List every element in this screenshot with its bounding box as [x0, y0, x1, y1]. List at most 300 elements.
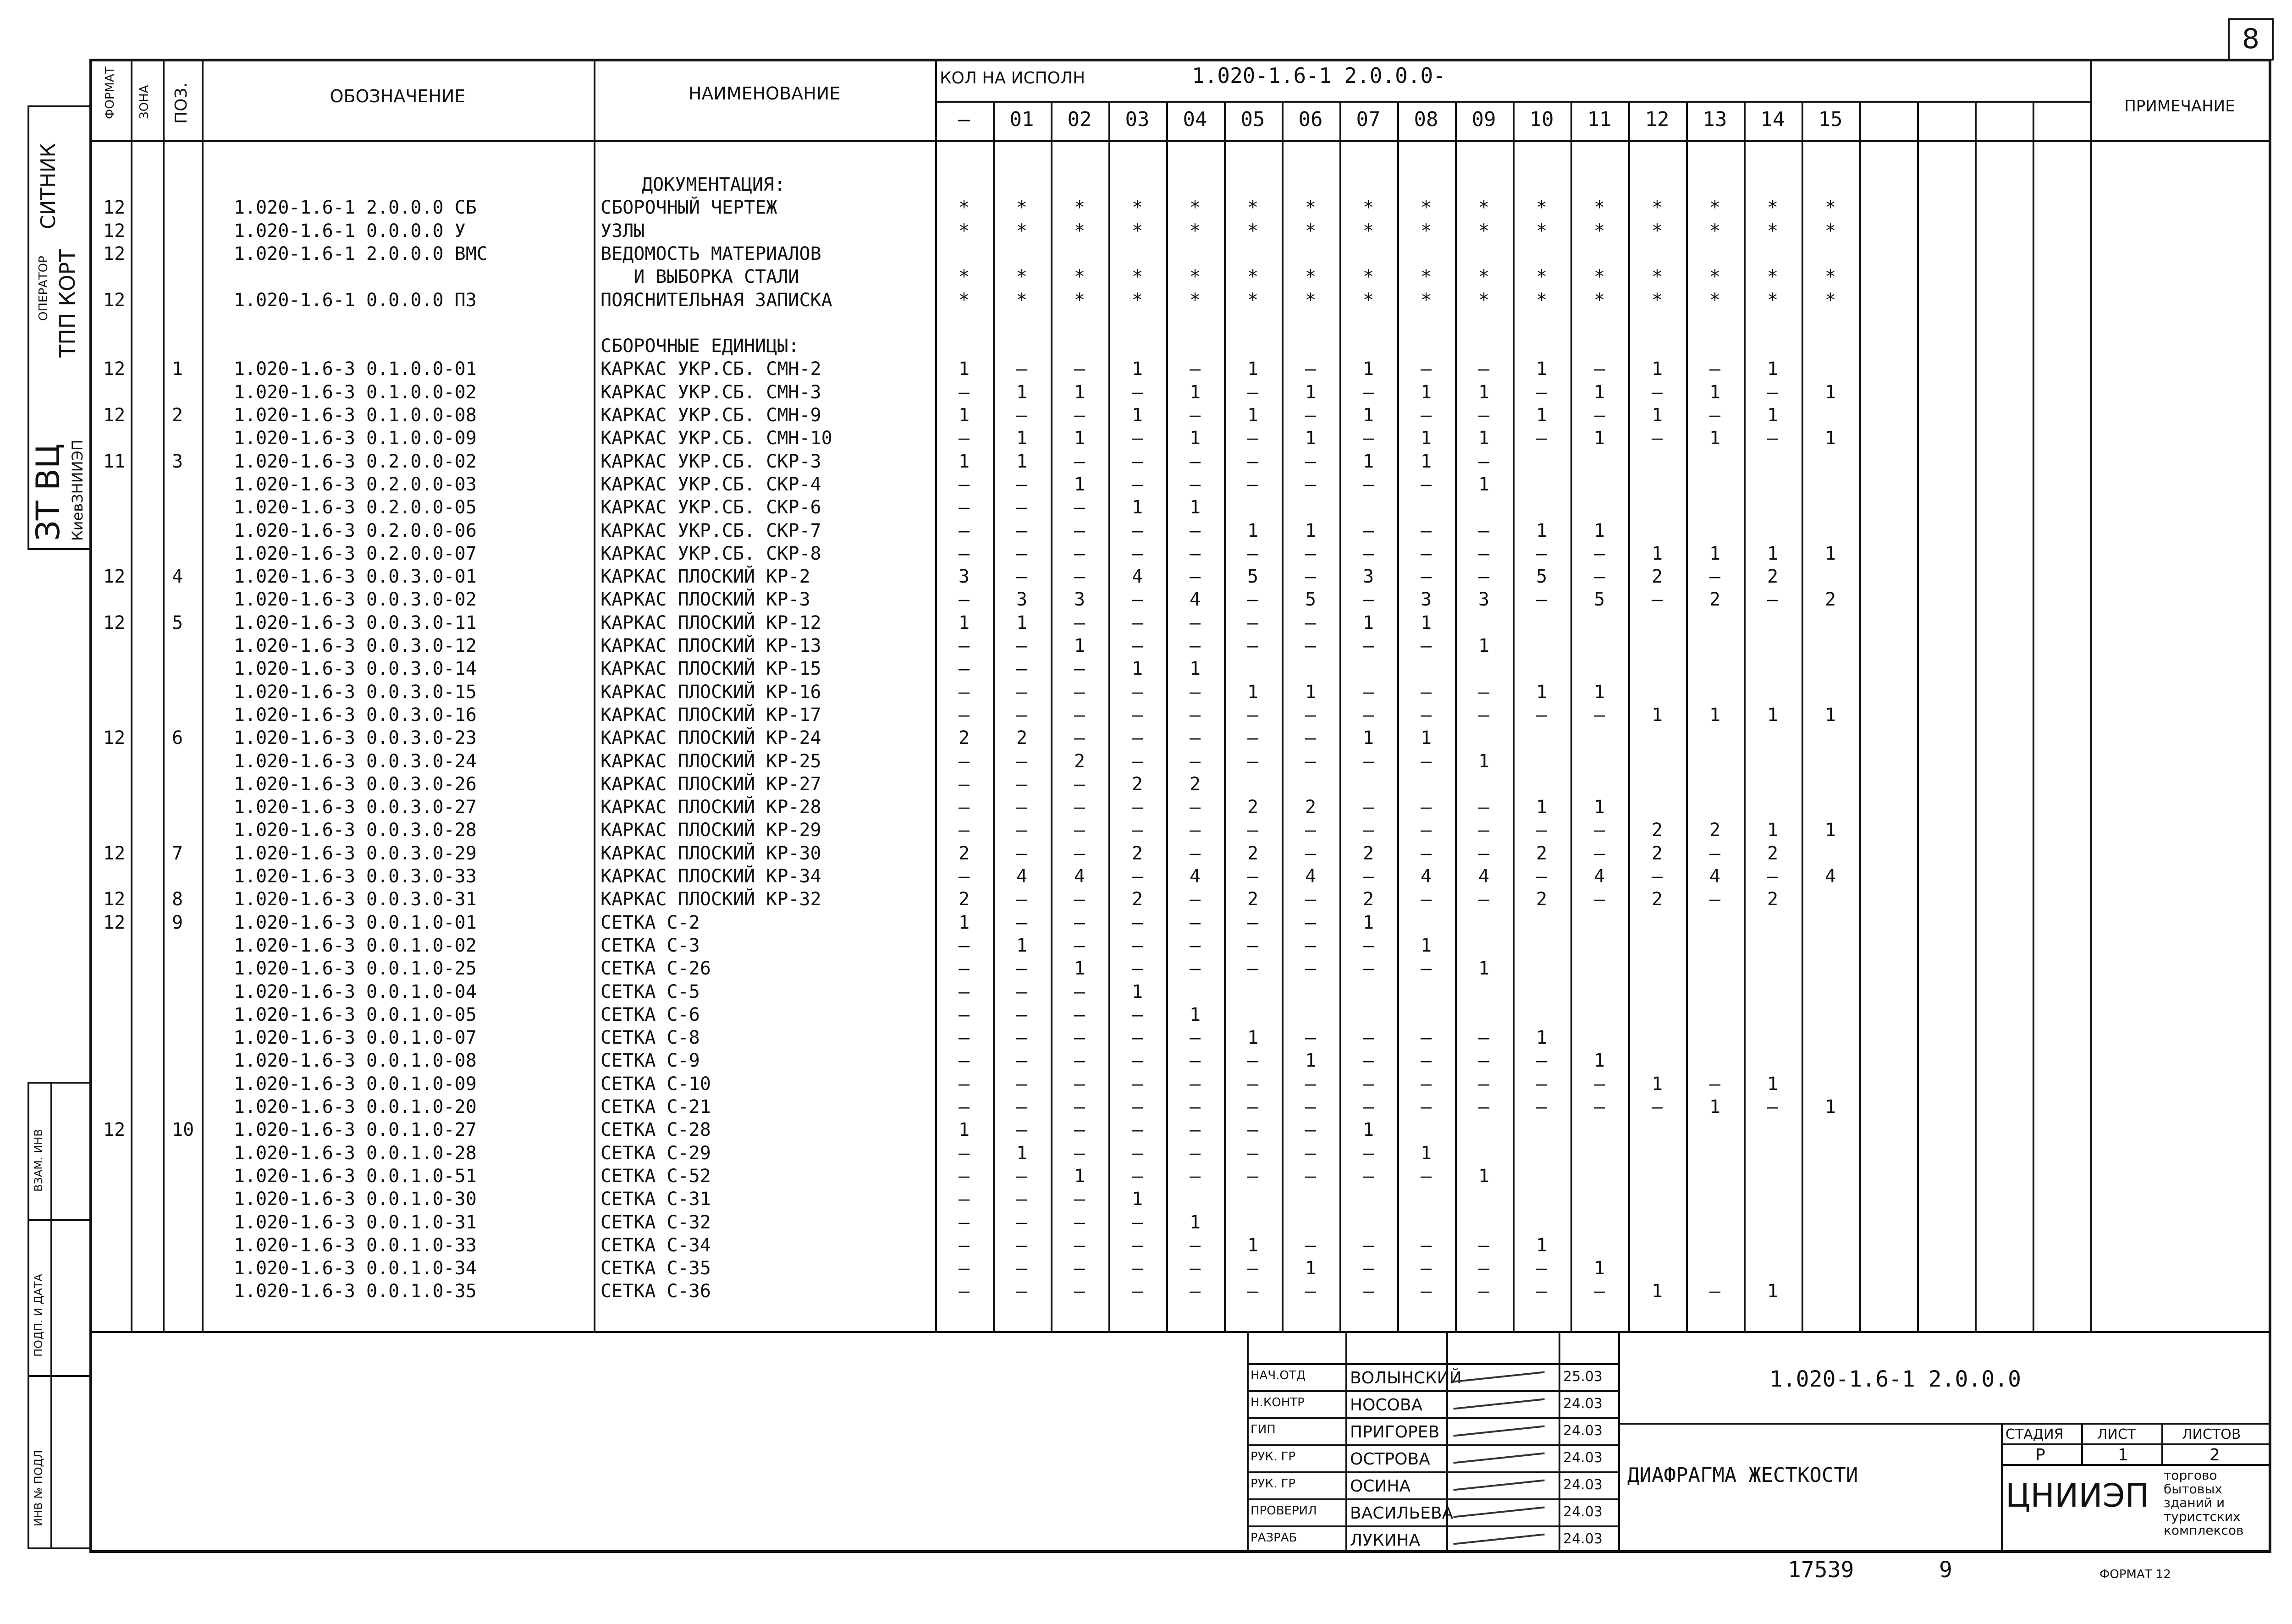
row-name: И ВЫБОРКА СТАЛИ — [601, 266, 799, 287]
row-pos: 6 — [172, 727, 183, 749]
row-qty: – — [1362, 1166, 1374, 1187]
row-qty: – — [1131, 612, 1143, 633]
row-qty: – — [1189, 520, 1201, 541]
row-qty: – — [1131, 1119, 1143, 1140]
row-qty: – — [1131, 935, 1143, 956]
row-qty: – — [1074, 543, 1085, 564]
row-qty: – — [958, 1212, 970, 1233]
row-qty: 1 — [1189, 497, 1201, 518]
row-qty: * — [1767, 197, 1779, 218]
row-qty: 1 — [1420, 451, 1432, 472]
row-qty: – — [1362, 520, 1374, 541]
row-designation: 1.020-1.6-3 0.0.3.0-15 — [234, 682, 477, 703]
row-name: СЕТКА С-28 — [601, 1119, 711, 1140]
row-qty: 2 — [1651, 843, 1663, 864]
row-designation: 1.020-1.6-3 0.0.1.0-33 — [234, 1235, 477, 1256]
signature — [1453, 1480, 1544, 1491]
row-qty: * — [958, 220, 970, 242]
row-qty: – — [1189, 612, 1201, 633]
row-qty: – — [1305, 1143, 1317, 1164]
row-qty: * — [1420, 197, 1432, 218]
row-qty: * — [1478, 266, 1490, 287]
row-qty: – — [1189, 705, 1201, 726]
sheet-label: ЛИСТ — [2097, 1426, 2136, 1442]
title-block — [1247, 1331, 2271, 1553]
row-qty: – — [1478, 1073, 1490, 1095]
row-name: КАРКАС ПЛОСКИЙ КР-12 — [601, 612, 821, 633]
row-qty: 1 — [1305, 428, 1317, 449]
row-qty: – — [1305, 358, 1317, 380]
row-qty: * — [1131, 197, 1143, 218]
row-designation: 1.020-1.6-1 0.0.0.0 У — [234, 220, 466, 242]
row-qty: – — [1420, 1050, 1432, 1071]
row-qty: – — [1016, 682, 1028, 703]
row-qty: 2 — [1074, 751, 1085, 772]
row-qty: – — [958, 958, 970, 979]
row-name: СЕТКА С-29 — [601, 1143, 711, 1164]
row-qty: – — [1362, 1281, 1374, 1302]
row-name: СЕТКА С-21 — [601, 1096, 711, 1118]
row-qty: – — [1189, 751, 1201, 772]
row-name: ВЕДОМОСТЬ МАТЕРИАЛОВ — [601, 243, 821, 264]
row-name: КАРКАС УКР.СБ. СМН-3 — [601, 382, 821, 403]
row-qty: 1 — [1362, 612, 1374, 633]
row-qty: – — [1478, 1050, 1490, 1071]
row-qty: – — [1247, 382, 1259, 403]
row-format: 12 — [103, 912, 126, 933]
row-qty: – — [1709, 405, 1721, 426]
row-qty: 1 — [1189, 1004, 1201, 1025]
row-qty: 1 — [1131, 658, 1143, 679]
row-qty: – — [1189, 912, 1201, 933]
row-qty: – — [1074, 1027, 1085, 1048]
row-qty: – — [1478, 682, 1490, 703]
row-qty: – — [958, 1258, 970, 1279]
row-designation: 1.020-1.6-3 0.2.0.0-02 — [234, 451, 477, 472]
row-qty: 1 — [1016, 612, 1028, 633]
row-qty: – — [1478, 405, 1490, 426]
row-qty: – — [1074, 1143, 1085, 1164]
row-qty: – — [1016, 1281, 1028, 1302]
row-name: КАРКАС УКР.СБ. СКР-6 — [601, 497, 821, 518]
row-name: СБОРОЧНЫЕ ЕДИНИЦЫ: — [601, 336, 799, 357]
row-qty: 1 — [1189, 658, 1201, 679]
row-name: КАРКАС ПЛОСКИЙ КР-25 — [601, 751, 821, 772]
variant-header: 06 — [1298, 108, 1323, 131]
row-qty: – — [1247, 474, 1259, 495]
row-qty: – — [1131, 382, 1143, 403]
row-qty: – — [958, 1143, 970, 1164]
row-qty: 4 — [1420, 866, 1432, 887]
row-qty: – — [1131, 1050, 1143, 1071]
row-qty: – — [1305, 820, 1317, 841]
row-qty: – — [1189, 358, 1201, 380]
row-designation: 1.020-1.6-3 0.0.1.0-04 — [234, 981, 477, 1002]
row-qty: – — [1016, 566, 1028, 587]
row-designation: 1.020-1.6-3 0.0.1.0-27 — [234, 1119, 477, 1140]
row-qty: 4 — [1478, 866, 1490, 887]
row-qty: – — [1189, 1166, 1201, 1187]
row-name: КАРКАС ПЛОСКИЙ КР-29 — [601, 820, 821, 841]
row-qty: * — [1478, 220, 1490, 242]
row-qty: – — [1131, 751, 1143, 772]
row-qty: – — [1016, 635, 1028, 656]
row-designation: 1.020-1.6-3 0.0.3.0-29 — [234, 843, 477, 864]
row-qty: – — [1247, 589, 1259, 610]
row-qty: 2 — [1362, 843, 1374, 864]
row-qty: – — [1074, 912, 1085, 933]
person-role: Н.КОНТР — [1251, 1396, 1305, 1409]
row-designation: 1.020-1.6-3 0.0.1.0-28 — [234, 1143, 477, 1164]
row-qty: – — [958, 1235, 970, 1256]
row-designation: 1.020-1.6-3 0.0.3.0-33 — [234, 866, 477, 887]
row-qty: – — [1767, 1096, 1779, 1118]
variant-header: 12 — [1645, 108, 1669, 131]
row-qty: – — [1362, 1235, 1374, 1256]
row-qty: – — [1362, 428, 1374, 449]
row-name: СЕТКА С-36 — [601, 1281, 711, 1302]
row-qty: * — [1593, 220, 1605, 242]
row-qty: 1 — [1189, 1212, 1201, 1233]
row-qty: 1 — [1824, 428, 1836, 449]
row-qty: – — [1651, 382, 1663, 403]
row-designation: 1.020-1.6-3 0.2.0.0-03 — [234, 474, 477, 495]
row-qty: 4 — [1593, 866, 1605, 887]
row-qty: – — [1767, 589, 1779, 610]
row-qty: – — [1247, 1050, 1259, 1071]
row-qty: 1 — [1189, 428, 1201, 449]
row-qty: – — [1651, 428, 1663, 449]
side-org: КиевЗНИИЭП — [69, 440, 86, 541]
row-designation: 1.020-1.6-3 0.0.1.0-35 — [234, 1281, 477, 1302]
side-label-1: ПОДП. И ДАТА — [32, 1274, 45, 1357]
row-qty: * — [1824, 197, 1836, 218]
signature — [1453, 1371, 1544, 1383]
row-qty: – — [958, 705, 970, 726]
row-designation: 1.020-1.6-3 0.1.0.0-02 — [234, 382, 477, 403]
row-qty: – — [1247, 451, 1259, 472]
row-qty: – — [1593, 1281, 1605, 1302]
row-name: СЕТКА С-6 — [601, 1004, 700, 1025]
row-qty: 1 — [1767, 1073, 1779, 1095]
row-qty: – — [1593, 889, 1605, 910]
row-format: 12 — [103, 197, 126, 218]
col-name: НАИМЕНОВАНИЕ — [688, 83, 841, 104]
row-qty: – — [1016, 705, 1028, 726]
row-qty: – — [1536, 382, 1548, 403]
row-qty: * — [1074, 220, 1085, 242]
row-qty: * — [1362, 266, 1374, 287]
row-qty: – — [1478, 520, 1490, 541]
row-qty: – — [1016, 958, 1028, 979]
row-format: 12 — [103, 358, 126, 380]
row-qty: – — [1189, 1119, 1201, 1140]
row-qty: * — [1651, 266, 1663, 287]
row-qty: – — [958, 774, 970, 795]
row-qty: – — [1362, 635, 1374, 656]
row-qty: – — [1074, 935, 1085, 956]
row-qty: – — [1016, 1004, 1028, 1025]
row-qty: – — [1709, 358, 1721, 380]
row-qty: – — [1074, 1119, 1085, 1140]
row-qty: – — [1131, 520, 1143, 541]
row-qty: – — [1536, 866, 1548, 887]
row-qty: 1 — [1131, 405, 1143, 426]
row-qty: * — [1247, 197, 1259, 218]
row-qty: – — [1305, 1073, 1317, 1095]
row-qty: – — [1131, 1212, 1143, 1233]
row-qty: – — [1593, 1096, 1605, 1118]
row-qty: – — [1420, 635, 1432, 656]
row-qty: 1 — [1420, 727, 1432, 749]
row-qty: 2 — [1362, 889, 1374, 910]
person-name: ВАСИЛЬЕВА — [1350, 1504, 1454, 1523]
row-qty: * — [1593, 290, 1605, 311]
row-qty: 4 — [1189, 866, 1201, 887]
row-qty: – — [1074, 727, 1085, 749]
row-qty: – — [1189, 682, 1201, 703]
row-qty: – — [1536, 705, 1548, 726]
row-qty: – — [958, 1189, 970, 1210]
row-qty: – — [1247, 1143, 1259, 1164]
row-qty: 1 — [1651, 1073, 1663, 1095]
col-designation: ОБОЗНАЧЕНИЕ — [330, 86, 466, 106]
row-qty: – — [1189, 727, 1201, 749]
row-qty: – — [1305, 543, 1317, 564]
person-role: НАЧ.ОТД — [1251, 1369, 1306, 1382]
row-designation: 1.020-1.6-3 0.0.1.0-09 — [234, 1073, 477, 1095]
row-name: КАРКАС ПЛОСКИЙ КР-3 — [601, 589, 810, 610]
row-qty: – — [1247, 612, 1259, 633]
row-qty: 1 — [1824, 382, 1836, 403]
row-qty: – — [1016, 543, 1028, 564]
row-qty: – — [1305, 635, 1317, 656]
row-qty: – — [1074, 1050, 1085, 1071]
row-qty: – — [1305, 474, 1317, 495]
row-qty: – — [1420, 566, 1432, 587]
row-qty: – — [1074, 405, 1085, 426]
row-designation: 1.020-1.6-1 2.0.0.0 СБ — [234, 197, 477, 218]
row-qty: – — [1305, 705, 1317, 726]
row-designation: 1.020-1.6-3 0.0.1.0-01 — [234, 912, 477, 933]
row-qty: 1 — [1131, 1189, 1143, 1210]
row-qty: – — [1189, 1096, 1201, 1118]
row-qty: 1 — [1420, 382, 1432, 403]
row-qty: * — [1824, 290, 1836, 311]
row-qty: – — [1016, 1119, 1028, 1140]
row-qty: 1 — [958, 405, 970, 426]
row-qty: * — [1131, 220, 1143, 242]
row-qty: – — [1420, 358, 1432, 380]
row-name: ДОКУМЕНТАЦИЯ: — [642, 174, 786, 195]
row-designation: 1.020-1.6-3 0.0.1.0-31 — [234, 1212, 477, 1233]
row-qty: 1 — [1247, 682, 1259, 703]
row-qty: 1 — [1767, 705, 1779, 726]
row-qty: * — [1536, 220, 1548, 242]
row-name: СБОРОЧНЫЙ ЧЕРТЕЖ — [601, 197, 777, 218]
row-qty: 1 — [1536, 405, 1548, 426]
row-designation: 1.020-1.6-3 0.1.0.0-01 — [234, 358, 477, 380]
row-designation: 1.020-1.6-3 0.0.3.0-28 — [234, 820, 477, 841]
col-notes: ПРИМЕЧАНИЕ — [2124, 97, 2235, 116]
row-qty: * — [958, 197, 970, 218]
row-name: ПОЯСНИТЕЛЬНАЯ ЗАПИСКА — [601, 290, 832, 311]
row-format: 12 — [103, 290, 126, 311]
row-qty: 1 — [1478, 428, 1490, 449]
row-qty: * — [1016, 220, 1028, 242]
row-qty: – — [1189, 1050, 1201, 1071]
row-qty: 1 — [1651, 705, 1663, 726]
row-qty: – — [1478, 889, 1490, 910]
row-qty: – — [1420, 1027, 1432, 1048]
row-qty: – — [1074, 682, 1085, 703]
row-qty: – — [1016, 1096, 1028, 1118]
row-qty: 1 — [1651, 543, 1663, 564]
row-qty: * — [1709, 197, 1721, 218]
row-qty: – — [1247, 1281, 1259, 1302]
row-qty: * — [1767, 220, 1779, 242]
row-qty: – — [1131, 958, 1143, 979]
row-qty: – — [1016, 797, 1028, 818]
row-qty: 1 — [1016, 382, 1028, 403]
row-qty: – — [1651, 866, 1663, 887]
row-qty: 2 — [1651, 566, 1663, 587]
row-designation: 1.020-1.6-3 0.1.0.0-09 — [234, 428, 477, 449]
row-qty: * — [1016, 266, 1028, 287]
row-qty: 1 — [1536, 797, 1548, 818]
row-qty: – — [1305, 566, 1317, 587]
row-qty: – — [1016, 1027, 1028, 1048]
row-designation: 1.020-1.6-3 0.0.3.0-02 — [234, 589, 477, 610]
row-qty: 1 — [958, 912, 970, 933]
row-name: УЗЛЫ — [601, 220, 645, 242]
row-qty: – — [1189, 451, 1201, 472]
row-qty: 4 — [1016, 866, 1028, 887]
row-name: КАРКАС УКР.СБ. СМН-10 — [601, 428, 832, 449]
row-qty: – — [1016, 497, 1028, 518]
row-qty: – — [1420, 820, 1432, 841]
row-name: СЕТКА С-31 — [601, 1189, 711, 1210]
row-qty: * — [1536, 266, 1548, 287]
variant-header: 13 — [1702, 108, 1727, 131]
row-qty: – — [958, 682, 970, 703]
row-qty: – — [1478, 1281, 1490, 1302]
row-qty: – — [1305, 889, 1317, 910]
row-qty: – — [1247, 1096, 1259, 1118]
row-qty: 1 — [1536, 520, 1548, 541]
title-name: ДИАФРАГМА ЖЕСТКОСТИ — [1627, 1464, 1858, 1487]
row-qty: – — [1131, 451, 1143, 472]
row-qty: – — [1536, 1073, 1548, 1095]
row-qty: – — [1016, 1050, 1028, 1071]
footer-inv: 17539 — [1788, 1557, 1854, 1583]
row-format: 12 — [103, 405, 126, 426]
row-qty: 1 — [1247, 358, 1259, 380]
row-qty: * — [1074, 290, 1085, 311]
row-name: КАРКАС ПЛОСКИЙ КР-13 — [601, 635, 821, 656]
variant-header: 15 — [1818, 108, 1843, 131]
row-qty: * — [1305, 266, 1317, 287]
variant-header: 07 — [1356, 108, 1381, 131]
row-qty: – — [958, 751, 970, 772]
row-qty: 1 — [1651, 1281, 1663, 1302]
row-qty: – — [1362, 1143, 1374, 1164]
row-qty: – — [1247, 1258, 1259, 1279]
row-format: 12 — [103, 243, 126, 264]
row-qty: 2 — [1767, 889, 1779, 910]
row-qty: 4 — [1824, 866, 1836, 887]
row-name: СЕТКА С-26 — [601, 958, 711, 979]
row-qty: 1 — [958, 612, 970, 633]
row-qty: – — [1362, 1027, 1374, 1048]
row-qty: – — [1362, 1050, 1374, 1071]
row-qty: * — [1131, 266, 1143, 287]
row-qty: – — [1074, 520, 1085, 541]
row-qty: * — [1824, 266, 1836, 287]
row-qty: – — [1247, 820, 1259, 841]
row-qty: – — [1362, 958, 1374, 979]
variant-header: 11 — [1587, 108, 1612, 131]
row-qty: 1 — [1824, 705, 1836, 726]
row-qty: – — [1420, 751, 1432, 772]
row-qty: – — [1420, 1258, 1432, 1279]
row-qty: 1 — [1189, 382, 1201, 403]
row-qty: 1 — [1709, 428, 1721, 449]
footer-num: 9 — [1939, 1557, 1952, 1583]
person-role: РУК. ГР — [1251, 1450, 1296, 1464]
row-qty: – — [1189, 1143, 1201, 1164]
row-qty: * — [1189, 290, 1201, 311]
row-qty: – — [1305, 1027, 1317, 1048]
row-designation: 1.020-1.6-3 0.0.1.0-51 — [234, 1166, 477, 1187]
row-qty: – — [1305, 1235, 1317, 1256]
row-qty: 2 — [1131, 843, 1143, 864]
row-qty: 2 — [958, 889, 970, 910]
row-qty: 1 — [1478, 474, 1490, 495]
variant-header: 02 — [1067, 108, 1092, 131]
row-designation: 1.020-1.6-3 0.0.3.0-12 — [234, 635, 477, 656]
row-qty: – — [1189, 797, 1201, 818]
row-qty: 1 — [1305, 520, 1317, 541]
row-qty: – — [1305, 1166, 1317, 1187]
row-qty: * — [1478, 197, 1490, 218]
row-qty: – — [1074, 566, 1085, 587]
row-qty: – — [1362, 820, 1374, 841]
person-date: 24.03 — [1563, 1531, 1603, 1547]
row-qty: 1 — [1536, 682, 1548, 703]
row-qty: – — [958, 543, 970, 564]
row-qty: – — [1131, 428, 1143, 449]
row-qty: – — [1074, 658, 1085, 679]
row-qty: 1 — [1536, 1027, 1548, 1048]
row-qty: * — [1016, 197, 1028, 218]
row-qty: – — [958, 866, 970, 887]
row-qty: – — [1189, 1073, 1201, 1095]
row-qty: – — [1420, 405, 1432, 426]
row-qty: – — [1651, 1096, 1663, 1118]
row-qty: – — [1536, 543, 1548, 564]
row-qty: 1 — [1824, 543, 1836, 564]
row-qty: – — [1593, 1073, 1605, 1095]
row-qty: – — [1478, 1235, 1490, 1256]
row-qty: – — [1420, 843, 1432, 864]
row-qty: * — [1247, 266, 1259, 287]
row-qty: * — [1420, 220, 1432, 242]
row-qty: – — [1593, 705, 1605, 726]
row-qty: 2 — [1536, 889, 1548, 910]
row-name: КАРКАС УКР.СБ. СКР-7 — [601, 520, 821, 541]
row-qty: – — [1074, 705, 1085, 726]
